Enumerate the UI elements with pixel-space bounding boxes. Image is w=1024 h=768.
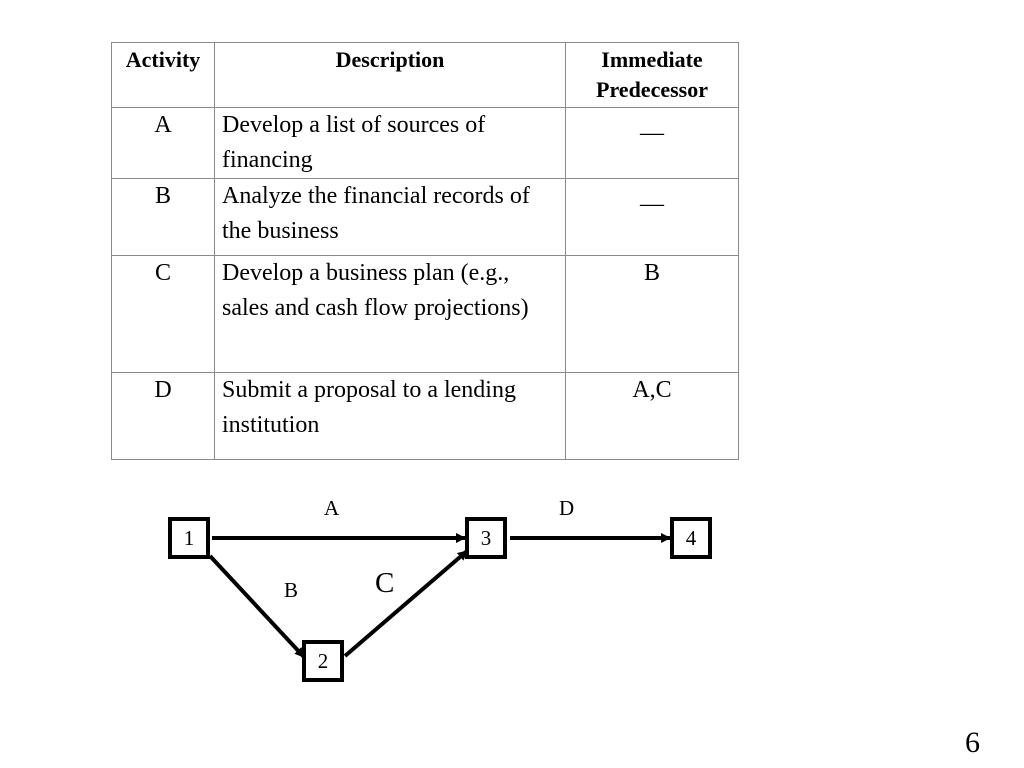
predecessor-cell: __	[566, 179, 739, 256]
header-predecessor: Immediate Predecessor	[566, 43, 739, 108]
predecessor-cell: A,C	[566, 373, 739, 460]
edge-label-d: D	[559, 496, 575, 520]
activity-cell: A	[112, 108, 215, 179]
predecessor-cell: __	[566, 108, 739, 179]
edge-c-arrow	[345, 551, 467, 656]
header-description: Description	[215, 43, 566, 108]
description-cell: Submit a proposal to a lending institution	[215, 373, 566, 460]
activity-cell: C	[112, 256, 215, 373]
description-cell: Analyze the financial records of the business	[215, 179, 566, 256]
node-1: 1	[168, 517, 210, 559]
description-cell: Develop a business plan (e.g., sales and cash flow projections)	[215, 256, 566, 373]
node-3: 3	[465, 517, 507, 559]
header-activity: Activity	[112, 43, 215, 108]
predecessor-cell: B	[566, 256, 739, 373]
node-2: 2	[302, 640, 344, 682]
edge-label-a: A	[324, 496, 340, 520]
activity-cell: D	[112, 373, 215, 460]
page-number: 6	[965, 726, 980, 759]
edge-b-arrow	[210, 556, 304, 657]
description-cell: Develop a list of sources of financing	[215, 108, 566, 179]
activity-cell: B	[112, 179, 215, 256]
edge-label-c: C	[375, 567, 395, 599]
node-4: 4	[670, 517, 712, 559]
edge-label-b: B	[284, 578, 299, 602]
